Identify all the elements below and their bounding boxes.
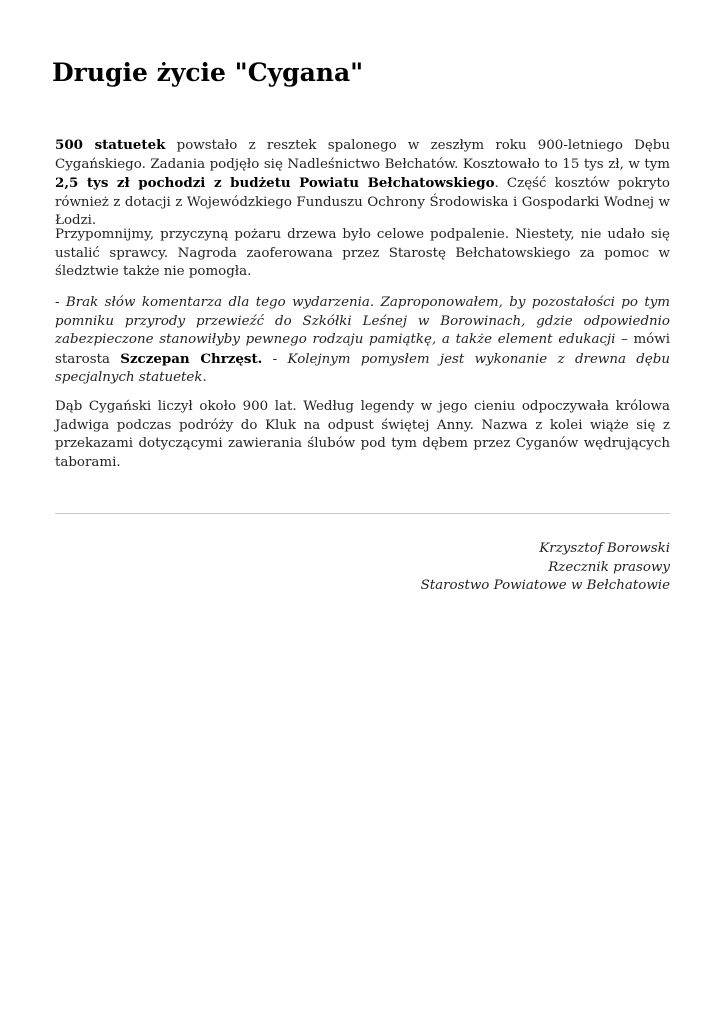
- signature-office: Starostwo Powiatowe w Bełchatowie: [420, 578, 670, 593]
- bold-starosta-name: Szczepan Chrzęst.: [120, 350, 263, 367]
- article-title: Drugie życie "Cygana": [52, 58, 364, 87]
- quote-italic: Kolejnym pomysłem jest wykonanie z drewna dębu specjalnych statuetek: [55, 351, 670, 385]
- paragraph-text: powstało z resztek spalonego w zeszłym roku 900-letniego Dębu Cygańskiego. Zadania podjęło się Nadleśnictwo Bełchatów. Kosztowało to 15 tys zł, w tym: [55, 138, 670, 172]
- paragraph-text: .: [202, 370, 207, 385]
- signature-block: [55, 540, 670, 596]
- paragraph-quote: [55, 294, 670, 388]
- horizontal-divider: [55, 513, 670, 514]
- quote-italic: - Brak słów komentarza dla tego wydarzenia. Zaproponowałem, by pozostałości po tym pomniku przyrody przewieźć do Szkółki Leśnej w Borowinach, gdzie odpowiednio zabezpieczone stanowiłyby pewnego rodzaju pamiątkę, a także element edukacji: [55, 295, 670, 347]
- signature-name: Krzysztof Borowski: [539, 541, 670, 556]
- paragraph-text: -: [262, 351, 288, 367]
- paragraph-fire-cause: Przypomnijmy, przyczyną pożaru drzewa było celowe podpalenie. Niestety, nie udało się ustalić sprawcy. Nagroda zaoferowana przez Starostę Bełchatowskiego za pomoc w śledztwie także nie pomogła.: [55, 227, 670, 279]
- bold-budget-note: 2,5 tys zł pochodzi z budżetu Powiatu Bełchatowskiego: [55, 175, 495, 191]
- bold-statuettes-count: 500 statuetek: [55, 137, 166, 153]
- paragraph-text: – mówi starosta: [55, 332, 670, 367]
- paragraph-statuettes: [55, 136, 670, 231]
- signature-role: Rzecznik prasowy: [548, 559, 670, 575]
- paragraph-legend: Dąb Cygański liczył około 900 lat. Według legendy w jego cieniu odpoczywała królowa Jadwiga podczas podróży do Kluk na odpust świętej Anny. Nazwa z kolei wiąże się z przekazami dotyczącymi zawierania ślubów pod tym dębem przez Cyganów wędrujących taborami.: [55, 399, 670, 470]
- paragraph-text: . Część kosztów pokryto również z dotacji z Wojewódzkiego Funduszu Ochrony Środowiska i Gospodarki Wodnej w Łodzi.: [55, 176, 670, 228]
